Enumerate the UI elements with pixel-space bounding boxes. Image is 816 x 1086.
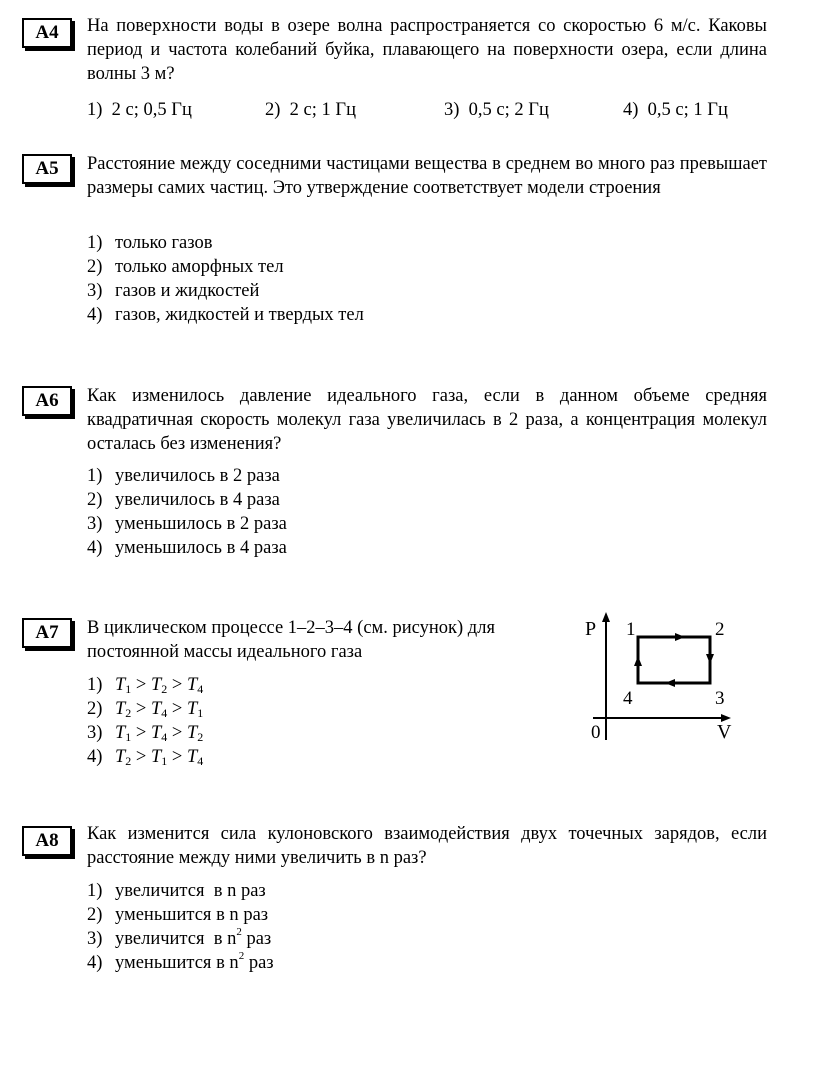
options-list bbox=[87, 231, 364, 327]
arrow-4-1 bbox=[634, 656, 642, 666]
option-2: 2) уменьшится в n раз bbox=[87, 905, 269, 925]
option-1: 1) только газов bbox=[87, 233, 213, 253]
option-4: 4) 0,5 с; 1 Гц bbox=[623, 100, 728, 120]
question-text: Как изменилось давление идеального газа, если в данном объеме средняя квадратичная скорость молекул газа увеличилась в 2 раза, а концентрация молекул осталась без изменения? bbox=[87, 386, 767, 454]
option-4: 4) уменьшится в $n^2$ раз bbox=[87, 950, 274, 973]
question-label: A8 bbox=[22, 826, 72, 856]
point-1-label: 1 bbox=[626, 619, 636, 640]
arrow-3-4 bbox=[665, 679, 675, 687]
option-2: 2) только аморфных тел bbox=[87, 257, 284, 277]
question-text: Расстояние между соседними частицами вещества в среднем во много раз превышает размеры самих частиц. Это утверждение соответствует модели строения bbox=[87, 154, 767, 198]
option-4: 4) уменьшилось в 4 раза bbox=[87, 538, 287, 558]
question-text: Как изменится сила кулоновского взаимодействия двух точечных зарядов, если расстояние между ними увеличить в n раз? bbox=[87, 824, 767, 868]
option-4: 4) $T_2 > T_1 > T_4$ bbox=[87, 747, 204, 768]
question-label: A6 bbox=[22, 386, 72, 416]
cycle-rectangle bbox=[638, 637, 710, 683]
arrow-2-3 bbox=[706, 654, 714, 664]
option-3: 3) 0,5 с; 2 Гц bbox=[444, 100, 549, 120]
option-3: 3) уменьшилось в 2 раза bbox=[87, 514, 287, 534]
option-2: 2) 2 с; 1 Гц bbox=[265, 100, 356, 120]
arrow-1-2 bbox=[675, 633, 685, 641]
option-1: 1) увеличится в n раз bbox=[87, 881, 266, 901]
option-3: 3) $T_1 > T_4 > T_2$ bbox=[87, 723, 204, 744]
option-1: 1) 2 с; 0,5 Гц bbox=[87, 100, 192, 120]
p-axis-arrow bbox=[602, 612, 610, 622]
point-2-label: 2 bbox=[715, 619, 725, 640]
point-3-label: 3 bbox=[715, 688, 725, 709]
option-3: 3) увеличится в $n^2$ раз bbox=[87, 926, 272, 949]
question-text: На поверхности воды в озере волна распространяется со скоростью 6 м/с. Каковы период и частота колебаний буйка, плавающего на поверхности озера, если длина волны 3 м? bbox=[87, 16, 767, 84]
option-4: 4) газов, жидкостей и твердых тел bbox=[87, 305, 364, 325]
question-text: В циклическом процессе 1–2–3–4 (см. рисунок) для постоянной массы идеального газа bbox=[87, 618, 495, 662]
v-axis-label: V bbox=[717, 721, 732, 743]
question-label: A4 bbox=[22, 18, 72, 48]
options-list bbox=[87, 879, 274, 975]
p-axis-label: P bbox=[585, 618, 597, 640]
origin-label: 0 bbox=[591, 722, 601, 743]
option-1: 1) увеличилось в 2 раза bbox=[87, 466, 280, 486]
question-label: A7 bbox=[22, 618, 72, 648]
option-3: 3) газов и жидкостей bbox=[87, 281, 260, 301]
option-2: 2) увеличилось в 4 раза bbox=[87, 490, 280, 510]
option-2: 2) $T_2 > T_4 > T_1$ bbox=[87, 699, 204, 720]
options-list bbox=[87, 464, 287, 560]
pv-cycle-diagram bbox=[585, 612, 745, 744]
options-list bbox=[87, 673, 203, 769]
point-4-label: 4 bbox=[623, 688, 633, 709]
question-label: A5 bbox=[22, 154, 72, 184]
option-1: 1) $T_1 > T_2 > T_4$ bbox=[87, 675, 204, 696]
